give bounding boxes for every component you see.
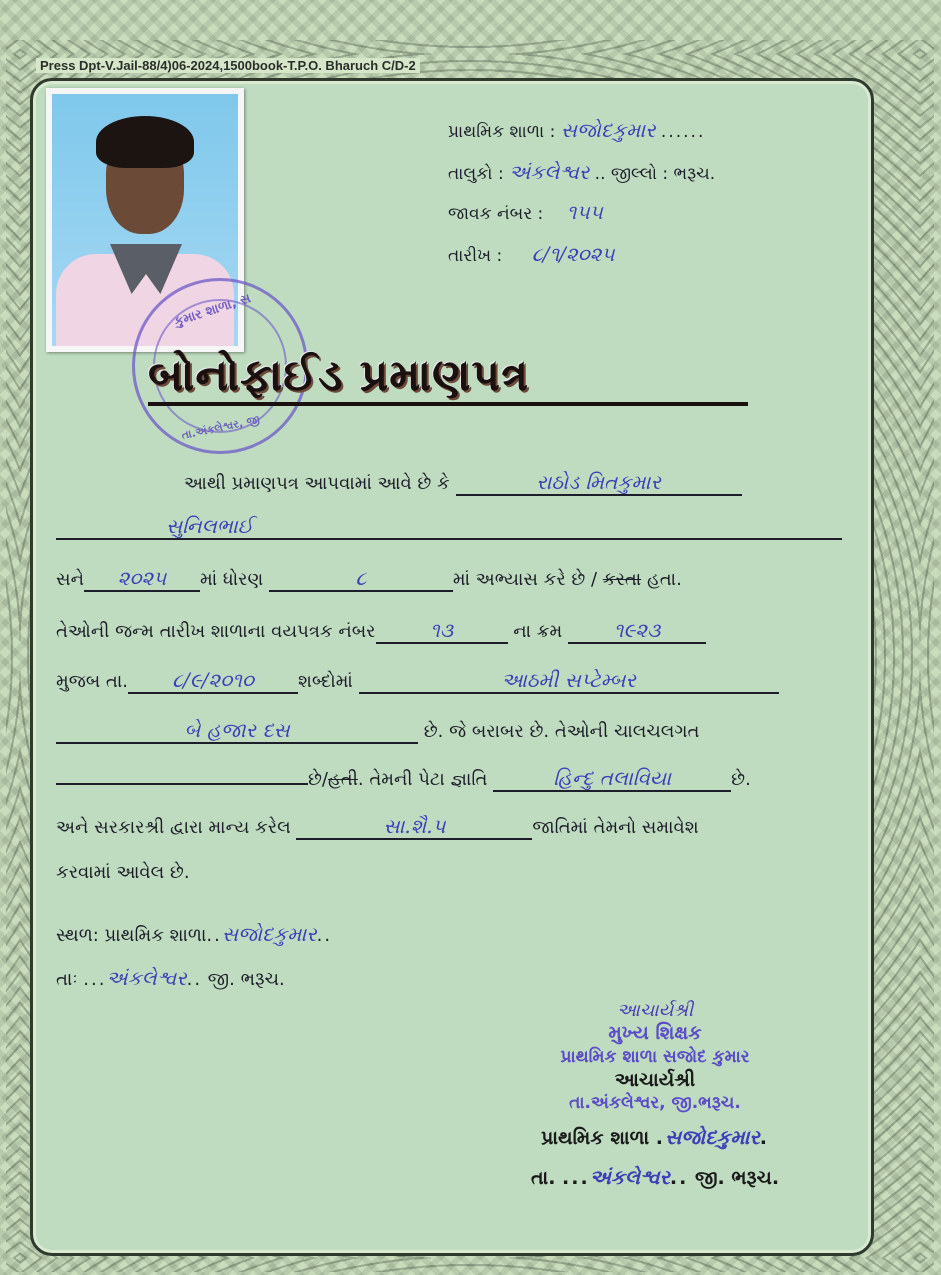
signature: આચાર્યશ્રી	[616, 1000, 694, 1021]
year-value: ૨૦૨૫	[84, 566, 200, 592]
body-line-8: અને સરકારશ્રી દ્વારા માન્ય કરેલ સા.શૈ.પ જાતિમાં તેમનો સમાવેશ	[56, 814, 699, 838]
body-line-3: સને ૨૦૨૫ માં ધોરણ ૮ માં અભ્યાસ કરે છે / કરતા હતા.	[56, 566, 682, 590]
serial-number: ૧૯૨૩	[568, 618, 706, 644]
body-line-5: મુજબ તા. ૮/૯/૨૦૧૦ શબ્દોમાં આઠમી સપ્ટેમ્બર	[56, 668, 846, 694]
place-value: સજોદકુમાર	[221, 922, 317, 946]
sig-school-row: પ્રાથમિક શાળા .સજોદકુમાર.	[541, 1125, 769, 1149]
body-line-7: છે/હતી. તેમની પેટા જ્ઞાતિ હિન્દુ તલાવિયા છે.	[56, 766, 846, 792]
certificate-title: બોનોફાઈડ પ્રમાણપત્ર	[148, 350, 748, 406]
stamp-head-teacher: મુખ્ય શિક્ષક	[608, 1022, 702, 1044]
taluka-value: અંકલેશ્વર	[509, 160, 590, 184]
standard-value: ૮	[269, 566, 453, 592]
seal-top-text: કુમાર શાળા, સ	[172, 291, 253, 330]
stamp-location: તા.અંકલેશ્વર, જી.ભરૂચ.	[569, 1093, 741, 1113]
outward-value: ૧૫૫	[566, 200, 603, 224]
sig-ta-value: અંકલેશ્વર	[589, 1165, 670, 1189]
stamp-school: પ્રાથમિક શાળા સજોદ કુમાર	[560, 1047, 750, 1067]
category-value: સા.શૈ.પ	[296, 814, 532, 840]
taluka-row: તાલુકો : અંકલેશ્વર .. જીલ્લો : ભરૂચ.	[448, 160, 716, 184]
body-line-1: આથી પ્રમાણપત્ર આપવામાં આવે છે કે રાઠોડ મિતકુમાર	[184, 470, 844, 496]
ta-row: તાઃ ...અંકલેશ્વર.. જી. ભરૂચ.	[56, 966, 285, 990]
sig-school-value: સજોદકુમાર	[664, 1125, 760, 1149]
sig-ta-row: તા. ...અંકલેશ્વર.. જી. ભરૂચ.	[530, 1165, 780, 1189]
press-line: Press Dpt-V.Jail-88/4)06-2024,1500book-T.P.O. Bharuch C/D-2	[36, 58, 420, 73]
place-row: સ્થળ: પ્રાથમિક શાળા..સજોદકુમાર..	[56, 922, 333, 946]
date-value: ૮/૧/૨૦૨૫	[531, 242, 615, 266]
outward-row: જાવક નંબર : ૧૫૫	[448, 200, 603, 224]
seal-bottom-text: તા.અંકલેશ્વર, જી	[180, 412, 261, 443]
signature-block	[490, 1000, 820, 1189]
body-line-9: કરવામાં આવેલ છે.	[56, 862, 190, 883]
conduct-value	[56, 783, 308, 785]
register-number: ૧૩	[376, 618, 508, 644]
body-line-6: બે હજાર દસ છે. જે બરાબર છે. તેઓની ચાલચલગત	[56, 718, 846, 744]
body-line-4: તેઓની જન્મ તારીખ શાળાના વયપત્રક નંબર ૧૩ ના ક્રમ ૧૯૨૩	[56, 618, 846, 644]
dob-words-1: આઠમી સપ્ટેમ્બર	[359, 668, 779, 694]
father-name: સુનિલભાઈ	[56, 514, 842, 540]
date-row: તારીખ : ૮/૧/૨૦૨૫	[448, 242, 615, 266]
dob-value: ૮/૯/૨૦૧૦	[128, 668, 298, 694]
caste-value: હિન્દુ તલાવિયા	[493, 766, 731, 792]
dob-words-2: બે હજાર દસ	[56, 718, 418, 744]
body-line-2	[56, 514, 846, 540]
student-name: રાઠોડ મિતકુમાર	[456, 470, 742, 496]
school-value: સજોદકુમાર	[560, 118, 656, 142]
school-row: પ્રાથમિક શાળા : સજોદકુમાર ......	[448, 118, 706, 142]
ta-value: અંકલેશ્વર	[106, 966, 187, 990]
principal-label: આચાર્યશ્રી	[614, 1069, 696, 1091]
